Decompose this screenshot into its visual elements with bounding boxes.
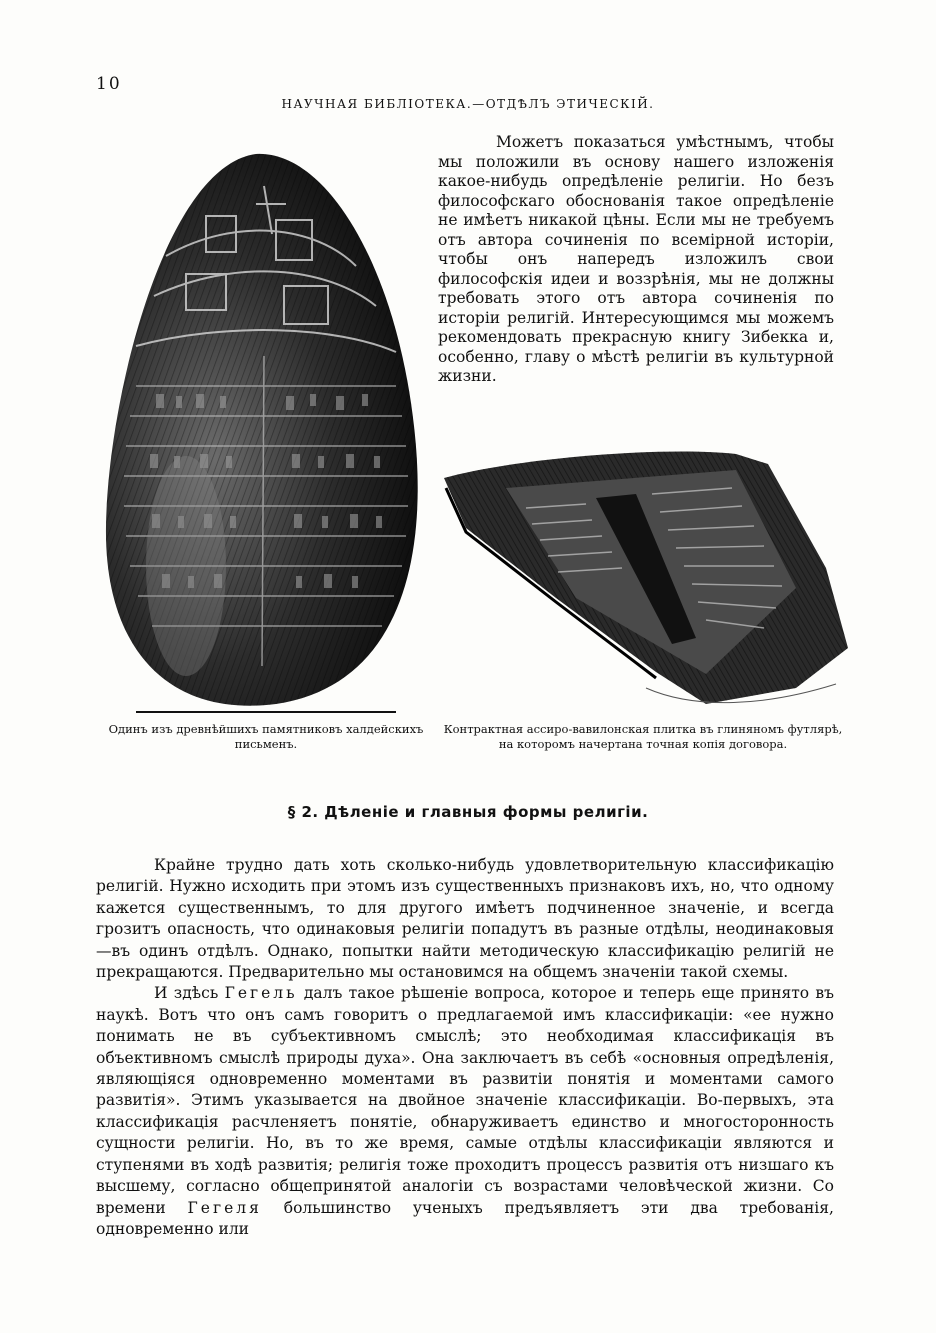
body-paragraph-2 (96, 983, 834, 1240)
section-heading: § 2. Дѣленіе и главныя формы религіи. (287, 803, 649, 821)
paragraph-2-end: большинство ученыхъ предъявляетъ эти два требованія, одновременно или (96, 1198, 834, 1238)
name-hegel-genitive: Гегеля (187, 1198, 262, 1217)
intro-column (438, 133, 834, 387)
body-paragraph-1: Крайне трудно дать хоть сколько-нибудь удовлетворительную классификацію религій. Нужно исходить при этомъ изъ существенныхъ признаковъ ихъ, но, что одному кажется существеннымъ, то для другого имѣетъ подчиненное значеніе, и всегда грозитъ опасность, что одинаковыя религіи попадутъ въ разные отдѣлы, неодинаковыя—въ одинъ отдѣлъ. Однако, попытки найти методическую классификацію религій не прекращаются. Предварительно мы остановимся на общемъ значеніи такой схемы. (96, 856, 834, 982)
paragraph-2-start: И здѣсь (154, 984, 219, 1003)
clay-tablet-illustration (436, 448, 856, 710)
paragraph-2-middle: далъ такое рѣшеніе вопроса, которое и теперь еще принято въ наукѣ. Вотъ что онъ самъ говоритъ о предлагаемой имъ классификаціи: «ее нужно понимать не въ субъективномъ смыслѣ; это необходимая классификація въ объективномъ смыслѣ природы духа». Она заключаетъ въ себѣ «основныя опредѣленія, являющіяся одновременно моментами въ развитіи понятія и моментами самого развитія». Этимъ указывается на двойное значеніе классификаціи. Во-первыхъ, эта классификація расчленяетъ понятіе, обнаруживаетъ единство и многосторонность сущности религіи. Но, въ то же время, самые отдѣлы классификаціи являются и ступенями въ ходѣ развитія; религія тоже проходитъ процессъ развитія отъ низшаго къ высшему, согласно общепринятой аналогіи съ возрастами человѣческой жизни. Со времени (96, 984, 835, 1217)
right-figure-caption: Контрактная ассиро-вавилонская плитка въ глиняномъ футлярѣ, на которомъ начертана точная копія договора. (443, 722, 843, 751)
name-hegel: Гегель (224, 984, 298, 1003)
chaldean-monument-illustration (96, 146, 428, 716)
intro-paragraph: Можетъ показаться умѣстнымъ, чтобы мы положили въ основу нашего изложенія какое-нибудь опредѣленіе религіи. Но безъ философскаго обоснованія такое опредѣленіе не имѣетъ никакой цѣны. Если мы не требуемъ отъ автора сочиненія по всемірной исторіи, чтобы онъ напередъ изложилъ свои философскія идеи и воззрѣнія, мы не должны требовать этого отъ автора сочиненія по исторіи религій. Интересующимся мы можемъ рекомендовать прекрасную книгу Зибекка и, особенно, главу о мѣстѣ религіи въ культурной жизни. (438, 133, 834, 385)
page-number: 10 (96, 74, 122, 94)
running-header: НАУЧНАЯ БИБЛІОТЕКА.—ОТДѢЛЪ ЭТИЧЕСКІЙ. (281, 97, 655, 111)
body-text (96, 855, 834, 1240)
left-figure-caption: Одинъ изъ древнѣйшихъ памятниковъ халдейскихъ письменъ. (108, 722, 424, 751)
